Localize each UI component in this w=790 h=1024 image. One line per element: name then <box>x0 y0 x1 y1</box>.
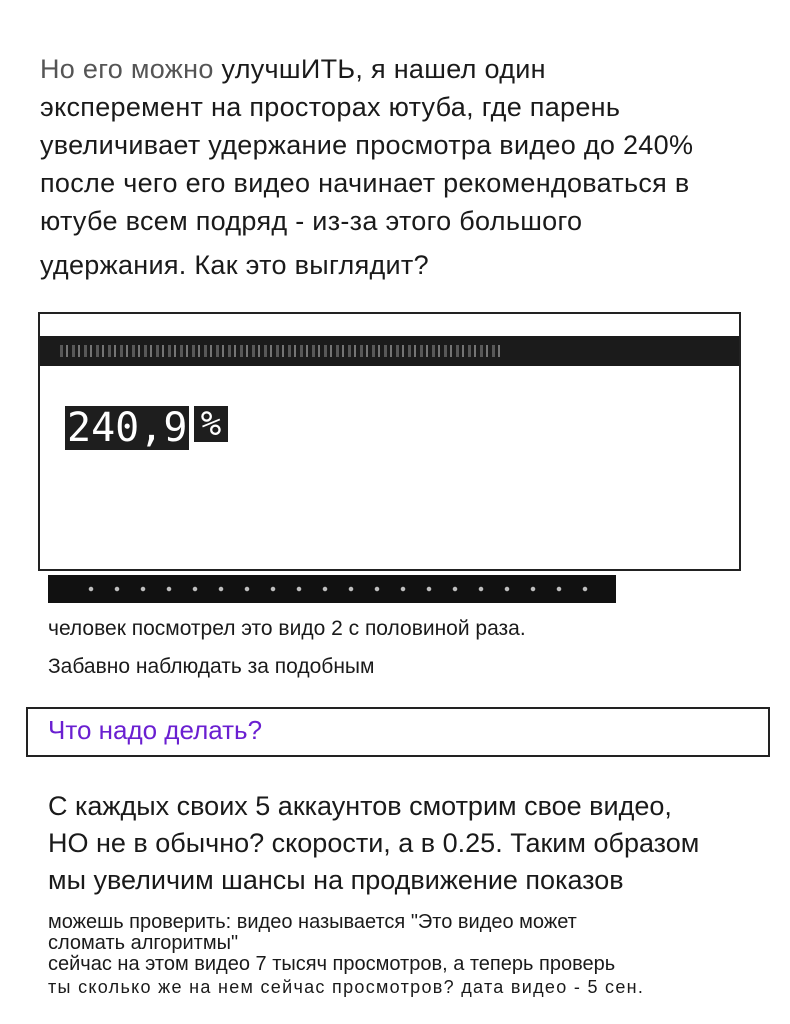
advice-paragraph <box>48 788 763 899</box>
intro-paragraph <box>40 50 760 284</box>
note-line-4: ты сколько же на нем сейчас просмотров? дата видео - 5 сен. <box>48 977 645 997</box>
advice-line-2: НО не в обычно? скорости, а в 0.25. Таким образом <box>48 828 700 858</box>
retention-screenshot <box>38 312 741 571</box>
intro-line-4: после чего его видео начинает рекомендоваться в <box>40 168 690 198</box>
note-line-1: можешь проверить: видео называется "Это видео может <box>48 911 577 933</box>
question-text: Что надо делать? <box>48 715 263 745</box>
intro-line-5: ютубе всем подряд - из-за этого большого <box>40 206 583 236</box>
intro-line-1 <box>40 50 760 88</box>
retention-value: 240,9 <box>67 405 188 451</box>
intro-line-1-start: Но его можно <box>40 54 222 84</box>
note-line-2: сломать алгоритмы" <box>48 932 239 954</box>
blurred-text-strip <box>48 575 616 603</box>
note-paragraph <box>48 912 763 998</box>
note-line-3: сейчас на этом видео 7 тысяч просмотров, а теперь проверь <box>48 953 616 975</box>
advice-line-3: мы увеличим шансы на продвижение показов <box>48 865 624 895</box>
strip-dots <box>78 585 598 593</box>
intro-line-1-end: улучшИТЬ, я нашел один <box>221 54 546 84</box>
advice-line-1: С каждых своих 5 аккаунтов смотрим свое видео, <box>48 791 672 821</box>
screenshot-header-bar <box>40 336 739 366</box>
blurred-header-text <box>60 345 500 357</box>
caption-funny: Забавно наблюдать за подобным <box>48 655 375 678</box>
intro-line-6: удержания. Как это выглядит? <box>40 250 429 280</box>
intro-line-2: эксперемент на просторах ютуба, где парень <box>40 92 621 122</box>
intro-line-3: увеличивает удержание просмотра видео до 240% <box>40 130 694 160</box>
caption-watched: человек посмотрел это видо 2 с половиной раза. <box>48 617 526 640</box>
question-box <box>26 707 770 757</box>
retention-percent-sign: % <box>194 406 228 442</box>
